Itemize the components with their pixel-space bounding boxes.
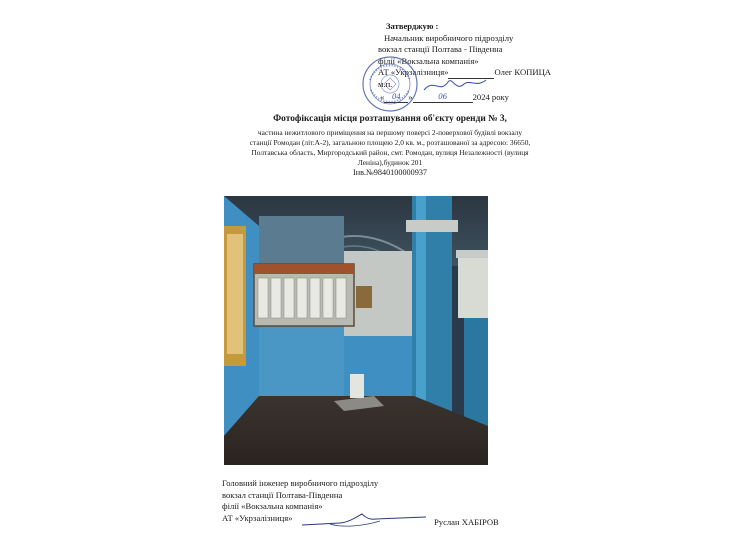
approval-position: Начальник виробничого підрозділу (384, 32, 514, 43)
subtitle-line-2: станції Ромодан (літ.А-2), загальною площею 2,0 кв. м., розташованої за адресою: 36650, (249, 138, 531, 148)
footer-signature-icon (300, 510, 430, 530)
station-hall-photo (224, 196, 488, 465)
approval-branch: філії «Вокзальна компанія» (378, 55, 479, 66)
approval-company-name: АТ «Укрзалізниця» (378, 67, 449, 78)
approval-heading: Затверджую : (386, 21, 439, 31)
footer-company: АТ «Укрзалізниця» (222, 512, 293, 523)
date-year: 2024 року (472, 91, 509, 102)
footer-position: Головний інженер виробничого підрозділу (222, 478, 379, 488)
date-quote-open: « (380, 91, 385, 102)
approval-signature-icon (420, 74, 490, 96)
stamp-place-label: м.п. (378, 78, 393, 89)
document-subtitle (200, 128, 580, 178)
approval-signer: Олег КОПИЦА (494, 67, 551, 78)
date-quote-close: » (408, 91, 413, 102)
date-day: 04 (384, 91, 408, 104)
date-month: 06 (413, 91, 473, 104)
footer-signer: Руслан ХАБІРОВ (434, 517, 499, 527)
footer-department: вокзал станції Полтава-Південна (222, 489, 343, 500)
subtitle-line-4: Леніна),будинок 201 (357, 158, 423, 168)
round-stamp-icon (360, 54, 420, 114)
approval-department: вокзал станції Полтава - Південна (378, 44, 503, 55)
footer-branch: філії «Вокзальна компанія» (222, 501, 323, 512)
subtitle-line-1: частина нежитлового приміщення на першому поверсі 2-поверхової будівлі вокзалу (257, 128, 523, 137)
document-title: Фотофіксація місця розташування об'єкту оренди № 3, (273, 114, 507, 124)
inventory-number: Інв.№9840100000937 (352, 168, 428, 178)
subtitle-line-3: Полтавська область, Миргородський район, смт. Ромодан, вулиця Незалежності (вулиця (251, 148, 529, 158)
